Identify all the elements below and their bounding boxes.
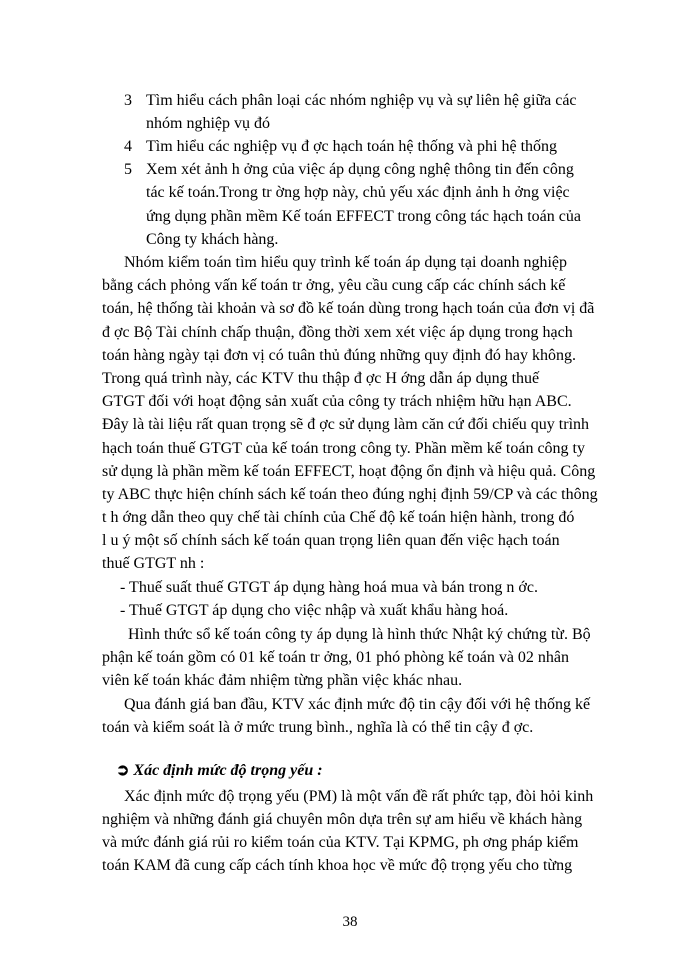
paragraph-line: toán KAM đã cung cấp cách tính khoa học về mức độ trọng yếu cho từng [102, 857, 573, 874]
page-number: 38 [342, 914, 358, 930]
list-item-line: Tìm hiểu cách phân loại các nhóm nghiệp vụ và sự liên hệ giữa các [146, 92, 577, 109]
list-item-line: Xem xét ảnh h ởng của việc áp dụng công nghệ thông tin đến công [146, 161, 574, 178]
dash-item: - Thuế suất thuế GTGT áp dụng hàng hoá mua và bán trong n ớc. [120, 579, 538, 596]
paragraph-line: Trong quá trình này, các KTV thu thập đ ợc H ớng dẫn áp dụng thuế [102, 370, 540, 387]
paragraph-line: nghiệm và những đánh giá chuyên môn dựa trên sự am hiểu về khách hàng [102, 811, 583, 828]
paragraph-line: và mức đánh giá rủi ro kiểm toán của KTV. Tại KPMG, ph ơng pháp kiểm [102, 834, 579, 851]
list-number: 5 [124, 161, 132, 178]
list-item-line: nhóm nghiệp vụ đó [146, 115, 270, 132]
paragraph-line: đ ợc Bộ Tài chính chấp thuận, đồng thời xem xét việc áp dụng trong hạch [102, 324, 573, 341]
paragraph-line: Hình thức sổ kế toán công ty áp dụng là hình thức Nhật ký chứng từ. Bộ [128, 626, 591, 643]
dash-item: - Thuế GTGT áp dụng cho việc nhập và xuất khẩu hàng hoá. [120, 602, 509, 619]
paragraph-line: Xác định mức độ trọng yếu (PM) là một vấn đề rất phức tạp, đòi hỏi kinh [124, 788, 594, 805]
paragraph-line: thuế GTGT nh : [102, 555, 205, 572]
paragraph-line: viên kế toán khác đảm nhiệm từng phần việc khác nhau. [102, 672, 463, 689]
paragraph-line: GTGT đối với hoạt động sản xuất của công ty trách nhiệm hữu hạn ABC. [102, 393, 572, 410]
list-item-line: Tìm hiểu các nghiệp vụ đ ợc hạch toán hệ thống và phi hệ thống [146, 138, 558, 155]
list-item-line: Công ty khách hàng. [146, 231, 279, 248]
paragraph-line: sử dụng là phần mềm kế toán EFFECT, hoạt động ổn định và hiệu quả. Công [102, 463, 596, 480]
paragraph-line: ty ABC thực hiện chính sách kế toán theo đúng nghị định 59/CP và các thông [102, 486, 598, 503]
paragraph-line: hạch toán thuế GTGT của kế toán trong công ty. Phần mềm kế toán công ty [102, 440, 585, 457]
paragraph-line: t h ớng dẫn theo quy chế tài chính của Chế độ kế toán hiện hành, trong đó [102, 509, 575, 526]
section-heading-text: Xác định mức độ trọng yếu : [133, 762, 323, 779]
paragraph-line: phận kế toán gồm có 01 kế toán tr ởng, 01 phó phòng kế toán và 02 nhân [102, 649, 570, 666]
list-number: 4 [124, 138, 132, 155]
paragraph-line: Qua đánh giá ban đầu, KTV xác định mức độ tin cậy đối với hệ thống kế [124, 696, 591, 713]
list-item-line: tác kế toán.Trong tr ờng hợp này, chủ yếu xác định ảnh h ởng việc [146, 184, 570, 201]
paragraph-line: toán, hệ thống tài khoản và sơ đồ kế toán dùng trong hạch toán của đơn vị đã [102, 300, 595, 317]
arrow-icon: ➲ [116, 762, 130, 779]
paragraph-line: Nhóm kiểm toán tìm hiểu quy trình kế toán áp dụng tại doanh nghiệp [124, 254, 568, 271]
paragraph-line: l u ý một số chính sách kế toán quan trọng liên quan đến việc hạch toán [102, 532, 560, 549]
paragraph-line: toán hàng ngày tại đơn vị có tuân thủ đúng những quy định đó hay không. [102, 347, 576, 364]
paragraph-line: Đây là tài liệu rất quan trọng sẽ đ ợc sử dụng làm căn cứ đối chiếu quy trình [102, 416, 590, 433]
list-item-line: ứng dụng phần mềm Kế toán EFFECT trong công tác hạch toán của [146, 208, 581, 225]
section-heading [116, 760, 323, 782]
paragraph-line: bằng cách phỏng vấn kế toán tr ởng, yêu cầu cung cấp các chính sách kế [102, 277, 566, 294]
paragraph-line: toán và kiểm soát là ở mức trung bình., nghĩa là có thể tin cậy đ ợc. [102, 719, 534, 736]
list-number: 3 [124, 92, 132, 109]
